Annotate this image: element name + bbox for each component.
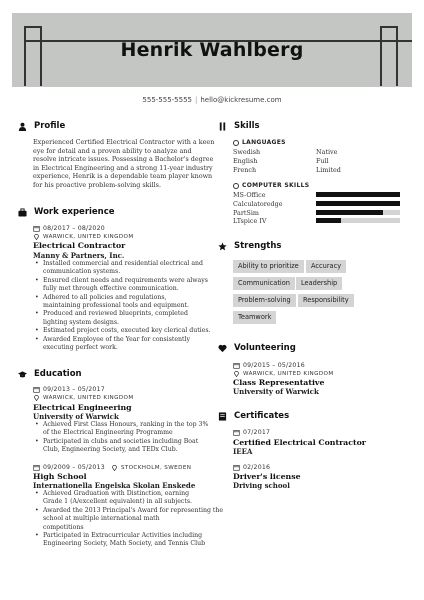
tools-icon	[218, 122, 227, 131]
candidate-name: Henrik Wahlberg	[120, 39, 304, 61]
email-text[interactable]: hello@kickresume.com	[200, 96, 282, 104]
header-frame-line	[380, 26, 398, 28]
contact-separator: |	[195, 96, 198, 104]
person-icon	[18, 122, 27, 131]
strength-chip: Ability to prioritize	[233, 260, 304, 273]
skills-heading	[218, 121, 260, 131]
cert-name: Certified Electrical Contractor	[233, 438, 366, 447]
language-level: Full	[316, 157, 329, 165]
education-title: Education	[34, 369, 82, 379]
location-pin-icon	[111, 464, 118, 471]
edu-date-text: 09/2013 – 05/2017	[43, 386, 105, 393]
edu-school: Internationella Engelska Skolan Enskede	[33, 481, 196, 490]
cert-date-text: 07/2017	[243, 429, 271, 436]
language-level: Limited	[316, 166, 341, 174]
list-item: • Estimated project costs, executed key clerical duties.	[33, 327, 223, 335]
calendar-icon	[233, 464, 240, 471]
certificate-icon	[218, 412, 227, 421]
heart-icon	[218, 344, 227, 353]
list-item: • Participated in clubs and societies including Boat Club, Engineering Society, and TEDx Club.	[33, 438, 223, 455]
strength-chip: Teamwork	[233, 311, 276, 324]
location-pin-icon	[233, 370, 240, 377]
cert-issuer: IEEA	[233, 447, 253, 456]
skill-bar-fill	[316, 201, 400, 206]
cert-date-text: 02/2016	[243, 464, 271, 471]
calendar-icon	[33, 225, 40, 232]
profile-line: resolve intricate issues. Possessing a Bachelor's degree	[33, 155, 214, 164]
strengths-title: Strengths	[234, 241, 282, 251]
volunteer-org: University of Warwick	[233, 387, 319, 396]
volunteer-date-text: 09/2015 – 05/2016	[243, 362, 305, 369]
edu-date-text: 09/2009 – 05/2013	[43, 464, 105, 471]
volunteer-location	[233, 370, 334, 377]
graduation-cap-icon	[18, 370, 27, 379]
language-name: English	[233, 157, 258, 165]
phone-text[interactable]: 555-555-5555	[142, 96, 192, 104]
profile-line: Experienced Certified Electrical Contractor with a keen	[33, 138, 215, 146]
list-item: • Participated in Extracurricular Activities including Engineering Society, Math Society, and Tennis Club	[33, 532, 233, 549]
calendar-icon	[233, 429, 240, 436]
edu-school: University of Warwick	[33, 412, 119, 421]
certificates-title: Certificates	[234, 411, 290, 421]
work-role: Electrical Contractor	[33, 241, 126, 250]
education-heading	[18, 369, 82, 379]
list-item: • Adhered to all policies and regulations, maintaining professional tools and equipment.	[33, 294, 223, 311]
list-item: • Awarded Employee of the Year for consistently executing perfect work.	[33, 336, 223, 353]
profile-title: Profile	[34, 121, 66, 131]
location-pin-icon	[33, 233, 40, 240]
profile-line: experience, Henrik is a dependable team player known	[33, 172, 213, 181]
volunteer-location-text: WARWICK, UNITED KINGDOM	[243, 370, 334, 377]
cert-date	[233, 429, 270, 436]
profile-summary	[33, 138, 214, 190]
skill-name: MS-Office	[233, 191, 266, 199]
info-icon	[233, 140, 239, 146]
location-pin-icon	[33, 394, 40, 401]
edu-dates	[33, 386, 105, 393]
work-title: Work experience	[34, 207, 115, 217]
work-date-text: 08/2017 – 08/2020	[43, 225, 105, 232]
profile-line: for his proactive problem-solving skills.	[33, 180, 161, 189]
strengths-heading	[218, 241, 281, 251]
header-banner	[12, 13, 412, 87]
edu-location	[33, 394, 134, 401]
language-name: French	[233, 166, 257, 174]
volunteering-title: Volunteering	[234, 343, 296, 353]
list-item: • Achieved First Class Honours, ranking in the top 3% of the Electrical Engineering Programme	[33, 421, 223, 438]
skill-bar-fill	[316, 210, 383, 215]
skill-bar-fill	[316, 218, 341, 223]
strength-chip: Accuracy	[306, 260, 346, 273]
strength-chip: Responsibility	[298, 294, 354, 307]
language-level: Native	[316, 148, 338, 156]
cert-issuer: Driving school	[233, 481, 290, 490]
edu-degree: Electrical Engineering	[33, 403, 132, 412]
skill-bar	[316, 192, 400, 197]
skill-bar	[316, 210, 400, 215]
computer-skills-subtitle: COMPUTER SKILLS	[233, 182, 309, 189]
work-company: Manny & Partners, Inc.	[33, 251, 125, 260]
calendar-icon	[33, 464, 40, 471]
cert-name: Driver's license	[233, 472, 301, 481]
edu-bullets	[33, 490, 233, 549]
strength-chip: Problem-solving	[233, 294, 296, 307]
skill-name: LTspice IV	[233, 217, 267, 225]
skill-bar	[316, 201, 400, 206]
languages-subtitle: LANGUAGES	[233, 139, 286, 146]
skill-name: PartSim	[233, 209, 259, 217]
work-heading	[18, 207, 115, 217]
edu-location-text: WARWICK, UNITED KINGDOM	[43, 394, 134, 401]
list-item: • Achieved Graduation with Distinction, earning Grade 1 (A/excellent equivalent) in all subjects.	[33, 490, 233, 507]
work-bullets	[33, 260, 223, 352]
list-item: • Installed commercial and residential electrical and communication systems.	[33, 260, 223, 277]
calendar-icon	[33, 386, 40, 393]
skills-title: Skills	[234, 121, 260, 131]
edu-degree: High School	[33, 472, 87, 481]
info-icon	[233, 183, 239, 189]
skill-name: Calculatoredge	[233, 200, 283, 208]
work-dates	[33, 225, 105, 232]
profile-line: in Electrical Engineering and a strong 11-year industry	[33, 163, 213, 172]
language-name: Swedish	[233, 148, 261, 156]
star-icon	[218, 242, 227, 251]
list-item: • Ensured client needs and requirements were always fully met through effective communication.	[33, 277, 223, 294]
edu-location-text: STOCKHOLM, SWEDEN	[120, 464, 192, 471]
skill-bar-fill	[316, 192, 400, 197]
briefcase-icon	[18, 208, 27, 217]
cert-date	[233, 464, 270, 471]
volunteering-heading	[218, 343, 296, 353]
edu-dates	[33, 464, 191, 471]
list-item: • Awarded the 2013 Principal's Award for representing the school at multiple international math competitions	[33, 507, 233, 532]
calendar-icon	[233, 362, 240, 369]
work-location	[33, 233, 134, 240]
list-item: • Produced and reviewed blueprints, completed lighting system designs.	[33, 310, 223, 327]
skill-bar	[316, 218, 400, 223]
contact-line	[0, 96, 424, 104]
strength-chip: Leadership	[296, 277, 342, 290]
volunteer-role: Class Representative	[233, 378, 325, 387]
profile-line: eye for detail and a proven ability to analyze and	[33, 146, 192, 155]
strength-chip: Communication	[233, 277, 295, 290]
edu-bullets	[33, 421, 223, 455]
certificates-heading	[218, 411, 289, 421]
profile-heading	[18, 121, 65, 131]
volunteer-dates	[233, 362, 305, 369]
work-location-text: WARWICK, UNITED KINGDOM	[43, 233, 134, 240]
